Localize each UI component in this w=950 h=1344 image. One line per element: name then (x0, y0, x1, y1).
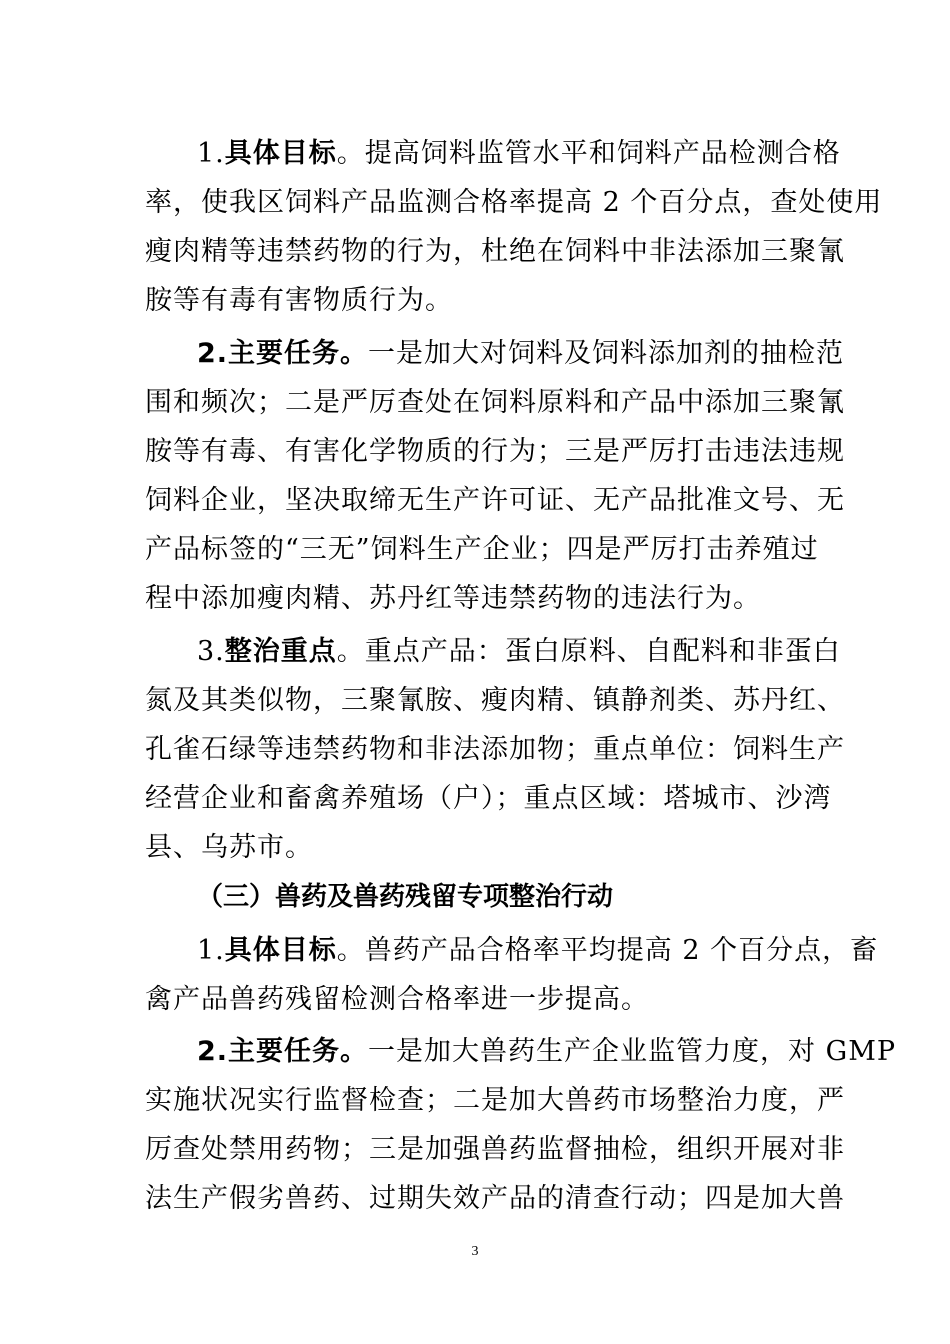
item-heading: 2.主要任务。 (197, 338, 369, 369)
text-run: 。提高饲料监管水平和饲料产品检测合格 (336, 138, 841, 169)
page-number: 3 (471, 1244, 479, 1259)
paragraph-line: 产品标签的“三无”饲料生产企业；四是严厉打击养殖过 (145, 534, 819, 565)
item-heading: 具体目标 (224, 935, 337, 966)
paragraph-line (197, 1027, 897, 1077)
paragraph-line (197, 627, 841, 677)
text-run: 。重点产品：蛋白原料、自配料和非蛋白 (336, 636, 841, 667)
paragraph-line: 经营企业和畜禽养殖场（户）；重点区域：塔城市、沙湾 (145, 783, 832, 814)
paragraph-line: 氮及其类似物，三聚氰胺、瘦肉精、镇静剂类、苏丹红、 (145, 685, 845, 716)
paragraph-line: 县、乌苏市。 (145, 832, 313, 863)
paragraph-line: 率，使我区饲料产品监测合格率提高 2 个百分点，查处使用 (145, 187, 883, 218)
paragraph-line: 瘦肉精等违禁药物的行为，杜绝在饲料中非法添加三聚氰 (145, 236, 845, 267)
paragraph-line: 厉查处禁用药物；三是加强兽药监督抽检，组织开展对非 (145, 1134, 845, 1165)
text-run: 一是加大对饲料及饲料添加剂的抽检范 (368, 338, 845, 369)
item-number: 3. (197, 636, 225, 667)
section-heading: （三）兽药及兽药残留专项整治行动 (197, 882, 614, 912)
paragraph-line (197, 926, 879, 976)
item-heading: 整治重点 (224, 636, 337, 667)
text-run: 一是加大兽药生产企业监管力度，对 GMP (368, 1036, 897, 1067)
paragraph-line (197, 329, 845, 379)
paragraph-line: 围和频次；二是严厉查处在饲料原料和产品中添加三聚氰 (145, 387, 845, 418)
paragraph-line: 孔雀石绿等违禁药物和非法添加物；重点单位：饲料生产 (145, 734, 845, 765)
paragraph-line: 法生产假劣兽药、过期失效产品的清查行动；四是加大兽 (145, 1183, 845, 1214)
paragraph-line: 胺等有毒有害物质行为。 (145, 285, 453, 316)
item-number: 1. (197, 138, 225, 169)
item-heading: 具体目标 (224, 138, 337, 169)
paragraph-line: 实施状况实行监督检查；二是加大兽药市场整治力度，严 (145, 1085, 845, 1116)
text-run: 。兽药产品合格率平均提高 2 个百分点，畜 (336, 935, 879, 966)
item-heading: 2.主要任务。 (197, 1036, 369, 1067)
paragraph-line: 饲料企业，坚决取缔无生产许可证、无产品批准文号、无 (145, 485, 845, 516)
paragraph-line: 胺等有毒、有害化学物质的行为；三是严厉打击违法违规 (145, 436, 845, 467)
paragraph-line: 程中添加瘦肉精、苏丹红等违禁药物的违法行为。 (145, 583, 761, 614)
paragraph-line (197, 129, 841, 179)
item-number: 1. (197, 935, 225, 966)
paragraph-line: 禽产品兽药残留检测合格率进一步提高。 (145, 984, 649, 1015)
